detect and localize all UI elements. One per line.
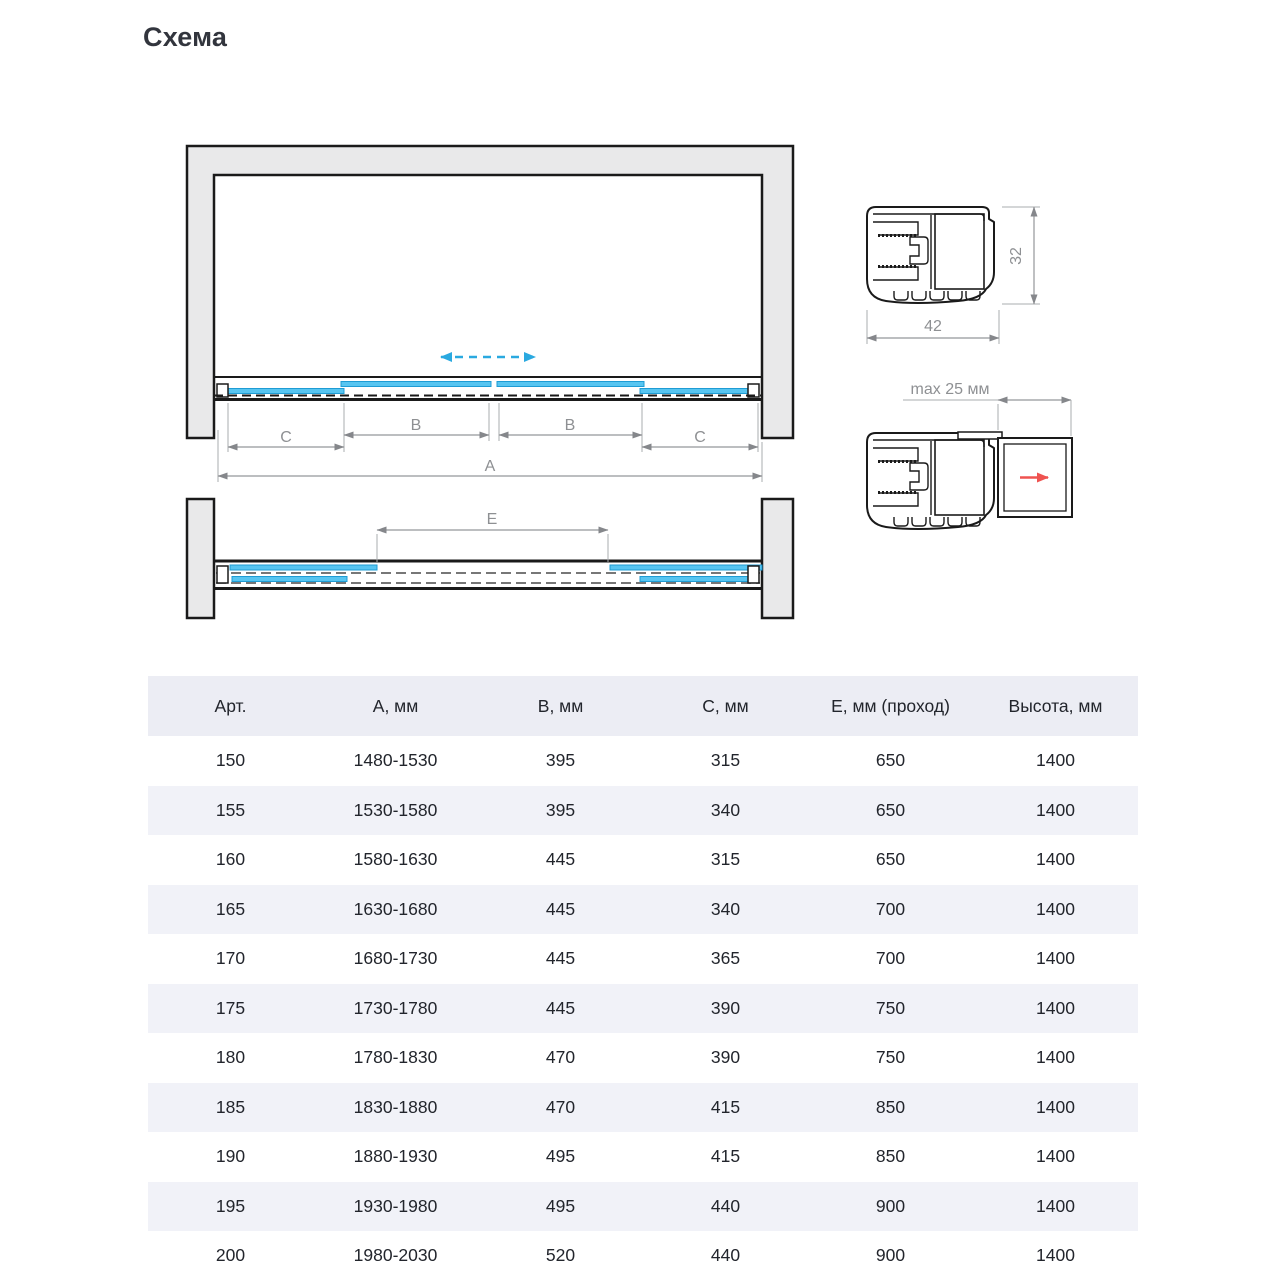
cell-e: 750 — [875, 1047, 906, 1068]
spec-table — [148, 676, 1138, 1281]
header-c-mm: С, мм — [702, 695, 749, 716]
cell-art: 150 — [215, 750, 246, 771]
table-row — [148, 1033, 1138, 1083]
table-row — [148, 1083, 1138, 1133]
cell-c: 390 — [710, 997, 741, 1018]
cell-height: 1400 — [1036, 948, 1075, 969]
cell-b: 470 — [545, 1047, 576, 1068]
wall-block-left — [187, 499, 214, 618]
cell-art: 185 — [215, 1096, 246, 1117]
cell-art: 170 — [215, 948, 246, 969]
cell-height: 1400 — [1036, 849, 1075, 870]
dim-label-c-left: C — [280, 429, 292, 446]
table-row — [148, 885, 1138, 935]
wall-profile-right — [748, 566, 759, 583]
dim-label-e: E — [486, 511, 498, 528]
cell-e: 700 — [875, 898, 906, 919]
cell-e: 850 — [875, 1146, 906, 1167]
cell-c: 365 — [710, 948, 741, 969]
cell-a: 1980-2030 — [353, 1245, 438, 1266]
cell-height: 1400 — [1036, 898, 1075, 919]
cell-e: 700 — [875, 948, 906, 969]
open-fixed-left — [232, 577, 347, 582]
cell-c: 340 — [710, 799, 741, 820]
cell-height: 1400 — [1036, 1096, 1075, 1117]
header-a-mm: А, мм — [372, 695, 419, 716]
spec-table-header — [148, 676, 1138, 736]
table-row — [148, 1182, 1138, 1232]
sliding-panel-right — [497, 382, 644, 387]
dim-label-b-right: B — [564, 417, 576, 434]
cell-c: 340 — [710, 898, 741, 919]
cell-c: 415 — [710, 1146, 741, 1167]
cell-art: 160 — [215, 849, 246, 870]
cell-c: 315 — [710, 849, 741, 870]
cell-art: 195 — [215, 1195, 246, 1216]
dim-label-a: A — [484, 458, 496, 475]
cell-height: 1400 — [1036, 997, 1075, 1018]
table-row — [148, 786, 1138, 836]
cell-a: 1530-1580 — [353, 799, 438, 820]
top-view-diagram — [187, 146, 793, 482]
table-row — [148, 835, 1138, 885]
cell-c: 390 — [710, 1047, 741, 1068]
cell-e: 650 — [875, 849, 906, 870]
fixed-panel-right — [640, 389, 756, 394]
cell-art: 200 — [215, 1245, 246, 1266]
cell-b: 395 — [545, 750, 576, 771]
cell-b: 445 — [545, 849, 576, 870]
cell-c: 440 — [710, 1195, 741, 1216]
cell-b: 445 — [545, 997, 576, 1018]
cell-e: 850 — [875, 1096, 906, 1117]
cell-c: 415 — [710, 1096, 741, 1117]
cell-a: 1580-1630 — [353, 849, 438, 870]
cell-e: 750 — [875, 997, 906, 1018]
extension-lip — [958, 432, 1002, 439]
dim-label-42: 42 — [924, 318, 942, 335]
table-row — [148, 1132, 1138, 1182]
cell-height: 1400 — [1036, 750, 1075, 771]
cell-height: 1400 — [1036, 799, 1075, 820]
cell-art: 165 — [215, 898, 246, 919]
cell-a: 1630-1680 — [353, 898, 438, 919]
spec-table-body — [148, 736, 1138, 1281]
header-height-mm: Высота, мм — [1008, 695, 1103, 716]
cell-b: 520 — [545, 1245, 576, 1266]
table-row — [148, 1231, 1138, 1281]
header-art: Арт. — [214, 695, 247, 716]
open-fixed-right — [640, 577, 754, 582]
cell-art: 180 — [215, 1047, 246, 1068]
table-row — [148, 934, 1138, 984]
profile-section-42x32 — [867, 207, 1040, 344]
open-panel-right — [610, 565, 762, 570]
cell-a: 1730-1780 — [353, 997, 438, 1018]
cell-b: 495 — [545, 1195, 576, 1216]
cell-height: 1400 — [1036, 1146, 1075, 1167]
open-panel-left — [230, 565, 377, 570]
cell-a: 1880-1930 — [353, 1146, 438, 1167]
cell-art: 175 — [215, 997, 246, 1018]
cell-b: 445 — [545, 898, 576, 919]
cell-art: 190 — [215, 1146, 246, 1167]
cell-a: 1780-1830 — [353, 1047, 438, 1068]
cell-c: 440 — [710, 1245, 741, 1266]
cell-height: 1400 — [1036, 1195, 1075, 1216]
cell-art: 155 — [215, 799, 246, 820]
cell-a: 1680-1730 — [353, 948, 438, 969]
sliding-panel-left — [341, 382, 491, 387]
table-row — [148, 984, 1138, 1034]
cell-b: 395 — [545, 799, 576, 820]
wall-block-right — [762, 499, 793, 618]
wall-profile-left — [217, 566, 228, 583]
open-view-diagram — [187, 499, 793, 618]
cell-a: 1830-1880 — [353, 1096, 438, 1117]
cell-height: 1400 — [1036, 1047, 1075, 1068]
cell-e: 650 — [875, 750, 906, 771]
header-e-mm: Е, мм (проход) — [831, 695, 950, 716]
cell-e: 900 — [875, 1195, 906, 1216]
header-b-mm: В, мм — [537, 695, 584, 716]
wall-outline — [187, 146, 793, 438]
fixed-panel-left — [228, 389, 344, 394]
cell-a: 1930-1980 — [353, 1195, 438, 1216]
cell-height: 1400 — [1036, 1245, 1075, 1266]
page-title: Схема — [143, 22, 228, 52]
dim-label-b-left: B — [410, 417, 422, 434]
dim-label-32: 32 — [1008, 247, 1025, 265]
cell-c: 315 — [710, 750, 741, 771]
cell-b: 445 — [545, 948, 576, 969]
dim-label-max-25: max 25 мм — [910, 381, 990, 398]
cell-b: 470 — [545, 1096, 576, 1117]
cell-e: 650 — [875, 799, 906, 820]
profile-section-adjustment — [867, 381, 1072, 529]
dim-label-c-right: C — [694, 429, 706, 446]
cell-b: 495 — [545, 1146, 576, 1167]
cell-a: 1480-1530 — [353, 750, 438, 771]
table-row — [148, 736, 1138, 786]
cell-e: 900 — [875, 1245, 906, 1266]
